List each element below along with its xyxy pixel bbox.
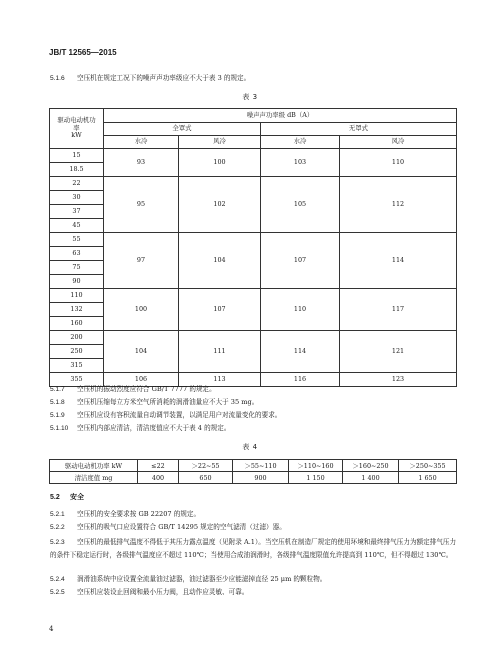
table-4-power-cell: ＞55~110 [233, 460, 289, 472]
power-cell: 160 [50, 317, 104, 331]
noise-value-cell: 95 [104, 177, 179, 233]
table-row [50, 177, 457, 191]
clause-number: 5.2.2 [50, 524, 65, 531]
clause-text: 空压机在规定工况下的噪声声功率级应不大于表 3 的规定。 [77, 74, 251, 82]
clause-text: 空压机压缩每立方米空气所消耗的润滑油量应不大于 35 mg。 [77, 398, 259, 406]
clause-5-1-9 [50, 411, 281, 420]
clause-text: 空压机内部应清洁，清洁度值应不大于表 4 的规定。 [77, 424, 231, 432]
noise-value-cell: 105 [261, 177, 340, 233]
clause-number: 5.2.5 [50, 589, 65, 596]
noise-value-cell: 114 [261, 331, 340, 373]
table-4-cleanliness [49, 459, 457, 484]
document-id-header: JB/T 12565—2015 [49, 48, 117, 57]
section-number: 5.2 [50, 494, 60, 501]
table-row [50, 233, 457, 247]
noise-value-cell: 114 [340, 233, 457, 289]
power-cell: 90 [50, 275, 104, 289]
noise-value-cell: 107 [261, 233, 340, 289]
table-row [50, 331, 457, 345]
noise-value-cell: 113 [179, 373, 261, 387]
clause-text: 空压机的最低排气温度不得低于其压力露点温度（见附录 A.1）。当空压机在制造厂规定的使用环境和最终排气压力为额定排气压力的条件下稳定运行时，各级排气温度应不超过 110℃；当使用合成油润滑时，各级排气温度限值允许提高到 110℃，但不得超过 130℃。 [50, 538, 457, 559]
power-cell: 200 [50, 331, 104, 345]
power-cell: 15 [50, 149, 104, 163]
table-4-cleanliness-cell: 1 400 [343, 472, 399, 484]
section-title: 安全 [70, 494, 84, 501]
noise-value-cell: 104 [104, 331, 179, 373]
power-cell: 355 [50, 373, 104, 387]
table-4-caption: 表 4 [242, 443, 258, 451]
noise-value-cell: 100 [104, 289, 179, 331]
table-4-cleanliness-cell: 650 [179, 472, 233, 484]
clause-text: 润滑油系统中应设置全流量油过滤器，油过滤器至少应能滤掉直径 25 μm 的颗粒物。 [77, 575, 327, 583]
noise-value-cell: 123 [340, 373, 457, 387]
power-cell: 55 [50, 233, 104, 247]
clause-5-1-8 [50, 398, 258, 407]
table-3-water-header: 水冷 [261, 136, 340, 149]
noise-value-cell: 102 [179, 177, 261, 233]
table-3-nohood-header: 无罩式 [261, 123, 457, 136]
power-header-unit: kW [71, 131, 82, 140]
clause-number: 5.1.6 [50, 75, 65, 82]
table-4-power-cell: ≤22 [138, 460, 179, 472]
table-row [50, 289, 457, 303]
clause-text: 空压机的安全要求按 GB 22207 的规定。 [77, 510, 201, 518]
noise-value-cell: 106 [104, 373, 179, 387]
noise-value-cell: 112 [340, 177, 457, 233]
clause-5-1-7 [50, 385, 216, 394]
table-row [50, 149, 457, 163]
clause-5-2-5 [50, 588, 462, 597]
table-4-power-cell: ＞160~250 [343, 460, 399, 472]
power-cell: 18.5 [50, 163, 104, 177]
clause-number: 5.2.4 [50, 576, 65, 583]
clause-5-2-1 [50, 510, 462, 519]
noise-value-cell: 110 [340, 149, 457, 177]
noise-value-cell: 103 [261, 149, 340, 177]
clause-text: 空压机应装设止回阀和最小压力阀，且动作应灵敏、可靠。 [77, 588, 249, 596]
clause-number: 5.1.10 [50, 425, 69, 432]
clause-text: 空压机应设有容积流量自动调节装置，以满足用户对流量变化的要求。 [77, 411, 282, 419]
clause-5-1-10 [50, 424, 230, 433]
power-cell: 63 [50, 247, 104, 261]
clause-number: 5.1.9 [50, 412, 65, 419]
clause-5-2-2 [50, 523, 462, 532]
noise-value-cell: 100 [179, 149, 261, 177]
power-cell: 315 [50, 359, 104, 373]
table-3-air-header: 风冷 [340, 136, 457, 149]
power-header-label: 驱动电动机功率 [57, 115, 96, 132]
table-4-cleanliness-cell: 1 150 [289, 472, 343, 484]
noise-value-cell: 107 [179, 289, 261, 331]
clause-5-2-4 [50, 575, 462, 584]
noise-value-cell: 93 [104, 149, 179, 177]
table-3-water-header: 水冷 [104, 136, 179, 149]
table-3-noise-levels [49, 108, 457, 387]
table-3-noise-header: 噪声声功率级 dB（A） [104, 109, 457, 123]
power-cell: 110 [50, 289, 104, 303]
table-4-power-cell: ＞110~160 [289, 460, 343, 472]
clause-text: 空压机的吸气口应设置符合 GB/T 14295 规定的空气滤清（过滤）器。 [77, 523, 286, 531]
noise-value-cell: 117 [340, 289, 457, 331]
noise-value-cell: 111 [179, 331, 261, 373]
clause-number: 5.2.3 [50, 539, 65, 546]
clause-5-1-6 [50, 74, 250, 83]
table-4-cleanliness-cell: 1 650 [399, 472, 457, 484]
table-4-cleanliness-label: 清洁度值 mg [50, 472, 138, 484]
noise-value-cell: 97 [104, 233, 179, 289]
table-4-cleanliness-cell: 400 [138, 472, 179, 484]
table-3-power-header [50, 109, 104, 149]
clause-number: 5.1.8 [50, 399, 65, 406]
table-4-power-cell: ＞250~355 [399, 460, 457, 472]
noise-value-cell: 110 [261, 289, 340, 331]
clause-5-2-3 [50, 536, 462, 562]
table-4-power-label: 驱动电动机功率 kW [50, 460, 138, 472]
power-cell: 30 [50, 191, 104, 205]
section-5-2-heading [50, 494, 84, 503]
power-cell: 250 [50, 345, 104, 359]
noise-value-cell: 116 [261, 373, 340, 387]
table-4-cleanliness-cell: 900 [233, 472, 289, 484]
table-3-caption: 表 3 [242, 93, 258, 101]
noise-value-cell: 104 [179, 233, 261, 289]
table-3-air-header: 风冷 [179, 136, 261, 149]
clause-text: 空压机的振动烈度应符合 GB/T 7777 的规定。 [77, 385, 216, 393]
power-cell: 37 [50, 205, 104, 219]
table-4-power-cell: ＞22~55 [179, 460, 233, 472]
page-number: 4 [49, 625, 54, 633]
table-3-fullhood-header: 全罩式 [104, 123, 261, 136]
power-cell: 132 [50, 303, 104, 317]
noise-value-cell: 121 [340, 331, 457, 373]
power-cell: 22 [50, 177, 104, 191]
power-cell: 75 [50, 261, 104, 275]
power-cell: 45 [50, 219, 104, 233]
clause-number: 5.1.7 [50, 386, 65, 393]
clause-number: 5.2.1 [50, 511, 65, 518]
